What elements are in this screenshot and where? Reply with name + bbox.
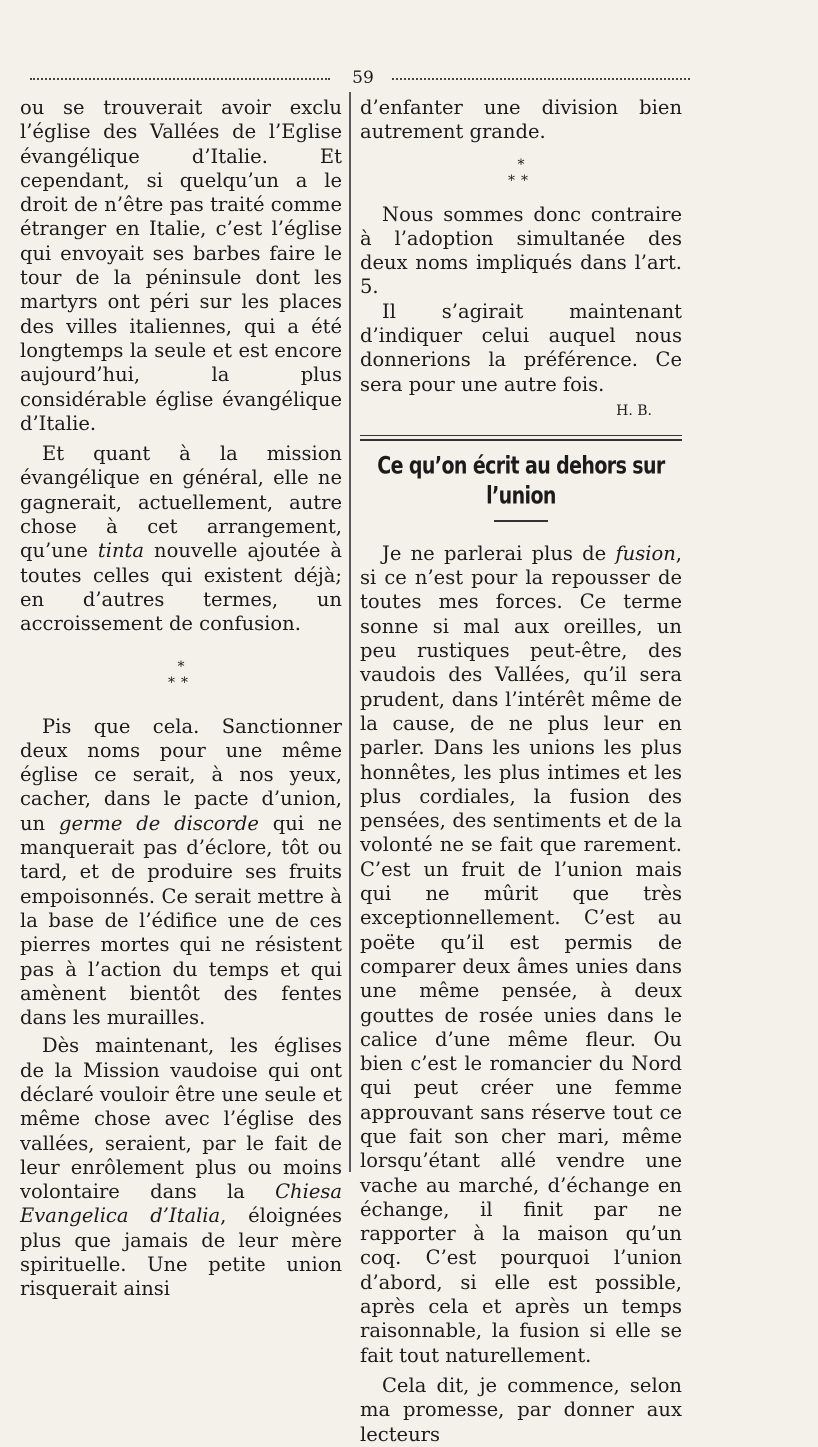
author-signature: H. B.: [616, 402, 652, 419]
section-heading: Ce qu’on écrit au dehors sur l’union: [377, 452, 665, 511]
star-mark: *: [517, 156, 525, 173]
italic-text: tinta: [97, 539, 145, 563]
section-rule: [360, 435, 682, 441]
text-run: Je ne parlerai plus de: [382, 541, 607, 565]
italic-text: Chiesa Evangelica d’Italia: [20, 1180, 342, 1228]
italic-text: germe de discorde: [59, 811, 259, 835]
section-separator-stars: [360, 157, 682, 189]
text-run: , si ce n’est pour la repousser de toutes mes forces. Ce terme sonne si mal aux oreilles, un peu rustiques peut-être, des vaudois des Vallées, qu’il sera prudent, dans l’intérêt même de la cause, de ne plus leur en parler. Dans les unions les plus honnêtes, les plus intimes et les plus cordiales, la fusion des pensées, des sentiments et de la volonté ne se fait que rarement. C’est un fruit de l’union mais qui ne mûrit que très exceptionnellement. C’est au poëte qu’il est permis de comparer deux âmes unies dans une même pensée, à deux gouttes de rosée unies dans le calice d’une même fleur. Ou bien c’est le romancier du Nord qui peut créer une femme approuvant sans réserve tout ce que fait son cher mari, même lorsqu’étant allé vendre une vache au marché, d’échange en échange, il finit par ne rapporter à la maison qu’un coq. C’est pourquoi l’union d’abord, si elle est possible, après cela et après un temps raisonnable, la fusion si elle se fait tout naturellement.: [360, 541, 682, 1367]
heading-rule: [494, 520, 548, 522]
text-run: Dès maintenant, les églises de la Mission vaudoise qui ont déclaré vouloir être une seule et même chose avec l’église des vallées, seraient, par le fait de leur enrôlement plus ou moins volontaire dans la: [20, 1034, 342, 1204]
star-mark: *: [177, 658, 185, 675]
rule-line: [360, 435, 682, 436]
paragraph: [20, 1034, 342, 1301]
paragraph: ou se trouverait avoir exclu l’église des Vallées de l’Eglise évangélique d’Italie. Et cependant, si quelqu’un a le droit de n’être pas traité comme étranger en Italie, c’est l’église qui envoyait ses barbes faire le tour de la péninsule dont les martyrs ont péri sur les places des villes italiennes, qui a été longtemps la seule et est encore aujourd’hui, la plus considérable église évangélique d’Italie.: [20, 96, 342, 435]
text-run: , éloignées plus que jamais de leur mère spirituelle. Une petite union risquerait ainsi: [20, 1204, 342, 1301]
paragraph: Cela dit, je commence, selon ma promesse, par donner aux lecteurs: [360, 1373, 682, 1446]
paragraph: Nous sommes donc contraire à l’adoption simultanée des deux noms impliqués dans l’art. 5.: [360, 202, 682, 299]
italic-text: fusion: [615, 541, 676, 565]
paragraph: [360, 542, 682, 1368]
paragraph: [20, 442, 342, 636]
page-number: 59: [352, 68, 374, 88]
text-run: qui ne manquerait pas d’éclore, tôt ou tard, et de produire ses fruits empoisonnés. Ce serait mettre à la base de l’édifice une de ces pierres mortes qui ne résistent pas à l’action du temps et qui amènent bientôt des fentes dans les murailles.: [20, 811, 342, 1030]
left-column: [20, 96, 342, 1302]
right-column: [360, 96, 682, 1447]
section-separator-stars: [20, 659, 342, 691]
rule-line: [360, 439, 682, 441]
text-run: Pis que cela. Sanctionner deux noms pour une même église ce serait, à nos yeux, cacher, dans le pacte d’union, un: [20, 714, 342, 835]
header-ornament-left: [30, 78, 330, 80]
text-run: nouvelle ajoutée à toutes celles qui existent déjà; en d’autres termes, un accroissement de confusion.: [20, 539, 342, 636]
header-ornament-right: [392, 78, 690, 80]
star-mark: **: [168, 674, 194, 691]
star-mark: **: [508, 172, 534, 189]
column-divider: [349, 92, 351, 1172]
paragraph: d’enfanter une division bien autrement grande.: [360, 96, 682, 144]
page-header: [30, 68, 690, 90]
paragraph: Il s’agirait maintenant d’indiquer celui auquel nous donnerions la préférence. Ce sera pour une autre fois.: [360, 299, 682, 396]
paragraph: [20, 715, 342, 1031]
text-run: Et quant à la mission évangélique en général, elle ne gagnerait, actuellement, autre chose à cet arrangement, qu’une: [20, 442, 342, 563]
